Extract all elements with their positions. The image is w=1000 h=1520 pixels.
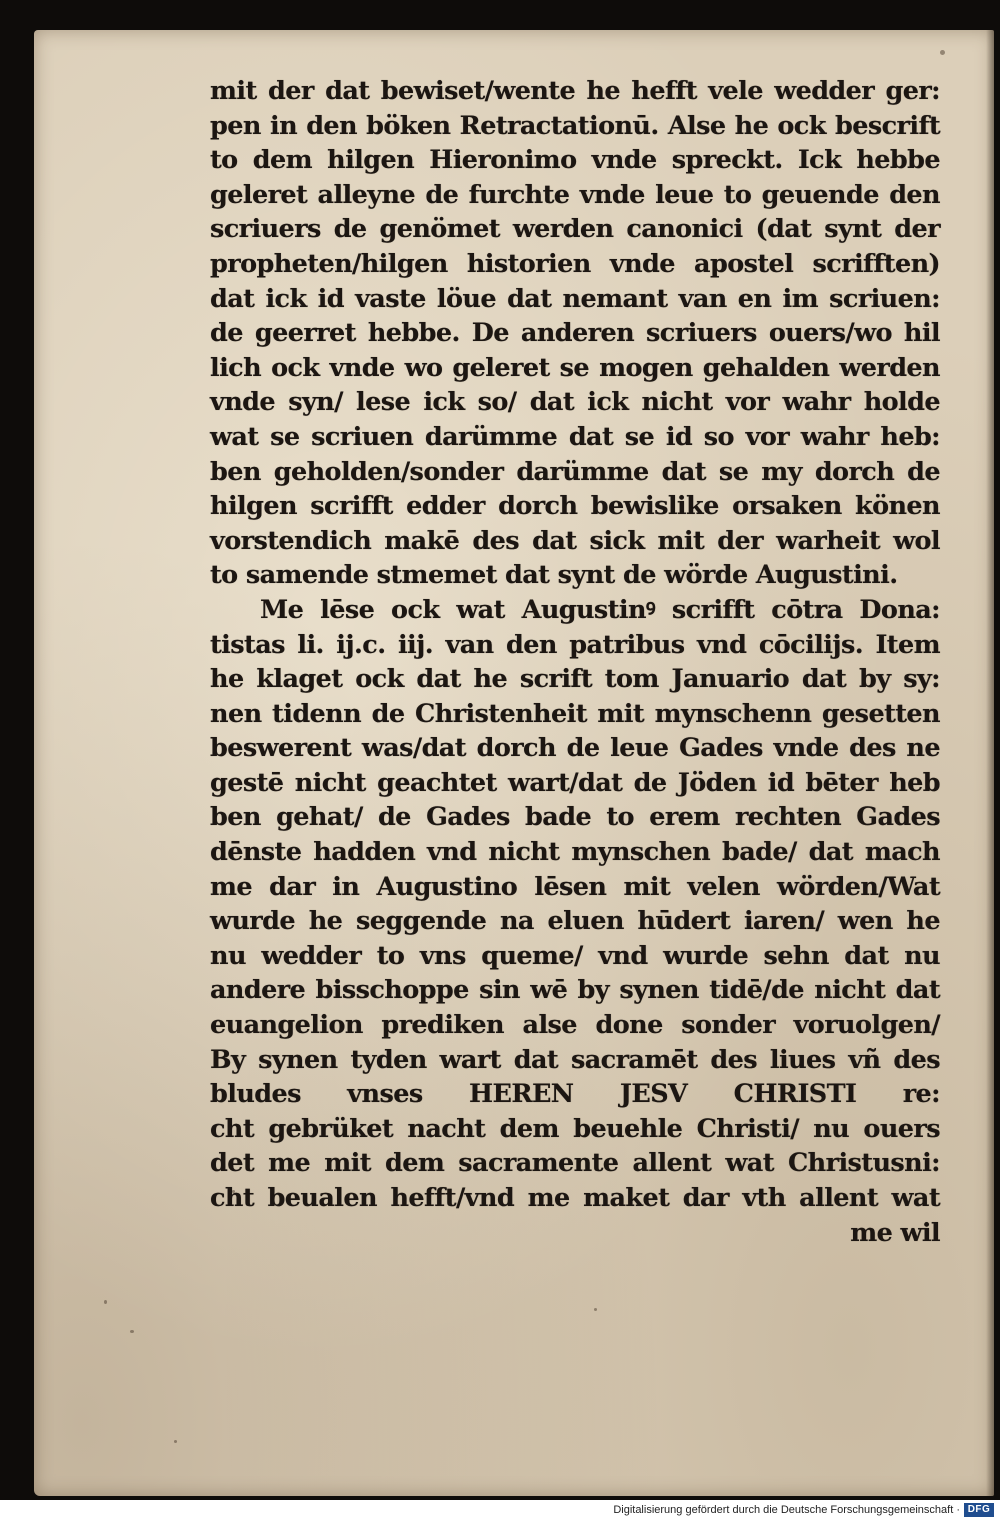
text-line: nen tidenn de Christenheit mit mynschenn gesetten [210,698,940,729]
text-line: vorstendich makē des dat sick mit der warheit wol [210,525,940,556]
page-edge-shadow [986,30,994,1496]
text-line: tistas li. ij.c. iij. van den patribus vnd cōcilijs. Item [210,629,940,660]
text-line: wat se scriuen darümme dat se id so vor wahr heb: [210,421,940,452]
text-line: hilgen scrifft edder dorch bewislike orsaken könen [210,491,940,522]
funding-credit: Digitalisierung gefördert durch die Deutsche Forschungsgemeinschaft · [613,1504,960,1516]
text-line: dēnste hadden vnd nicht mynschen bade/ dat mach [210,837,940,868]
book-page [34,30,994,1496]
text-line: beswerent was/dat dorch de leue Gades vnde des ne [210,733,940,764]
page-text [210,74,940,1250]
text-line: to samende stmemet dat synt de wörde Augustini. [210,560,898,591]
ink-spot [174,1440,177,1443]
text-line: det me mit dem sacramente allent wat Christusni: [210,1148,940,1179]
text-line: scriuers de genömet werden canonici (dat synt der [210,214,940,245]
text-line: wurde he seggende na eluen hūdert iaren/ wen he [210,906,940,937]
text-line: ben gehat/ de Gades bade to erem rechten Gades [210,802,940,833]
ink-spot [940,50,945,55]
text-line: gestē nicht geachtet wart/dat de Jöden id bēter heb [210,767,940,798]
catchword: me wil [850,1217,940,1248]
text-line: bludes vnses HEREN JESV CHRISTI re: [210,1079,940,1110]
text-line: pen in den böken Retractationū. Alse he ock bescrift [210,110,940,141]
text-line: nu wedder to vns queme/ vnd wurde sehn dat nu [210,940,940,971]
text-line: cht gebrüket nacht dem beuehle Christi/ nu ouers [210,1113,940,1144]
text-line: mit der dat bewiset/wente he hefft vele wedder ger: [210,76,940,106]
ink-spot [104,1300,107,1304]
text-line: lich ock vnde wo geleret se mogen gehalden werden [210,352,940,383]
ink-spot [130,1330,134,1333]
text-line: dat ick id vaste löue dat nemant van en im scriuen: [210,283,940,314]
text-line: to dem hilgen Hieronimo vnde spreckt. Ick hebbe [210,145,940,176]
text-line: de geerret hebbe. De anderen scriuers ouers/wo hil [210,318,940,349]
text-line: he klaget ock dat he scrift tom Januario dat by sy: [210,664,940,695]
text-line: cht beualen hefft/vnd me maket dar vth allent wat [210,1183,940,1213]
text-line: ben geholden/sonder darümme dat se my dorch de [210,456,940,487]
text-line: andere bisschoppe sin wē by synen tidē/de nicht dat [210,975,940,1006]
text-line: vnde syn/ lese ick so/ dat ick nicht vor wahr holde [210,387,940,418]
dfg-logo-icon: DFG [964,1503,994,1517]
text-line: propheten/hilgen historien vnde apostel scrifften) [210,248,940,279]
text-line: euangelion prediken alse done sonder voruolgen/ [210,1010,940,1041]
text-line: geleret alleyne de furchte vnde leue to geuende den [210,179,940,210]
text-line: By synen tyden wart dat sacramēt des liues vñ des [210,1044,940,1075]
ink-spot [594,1308,597,1311]
text-line: me dar in Augustino lēsen mit velen wörden/Wat [210,871,940,902]
text-line: Me lēse ock wat Augustinꝰ scrifft cōtra Dona: [260,594,940,625]
